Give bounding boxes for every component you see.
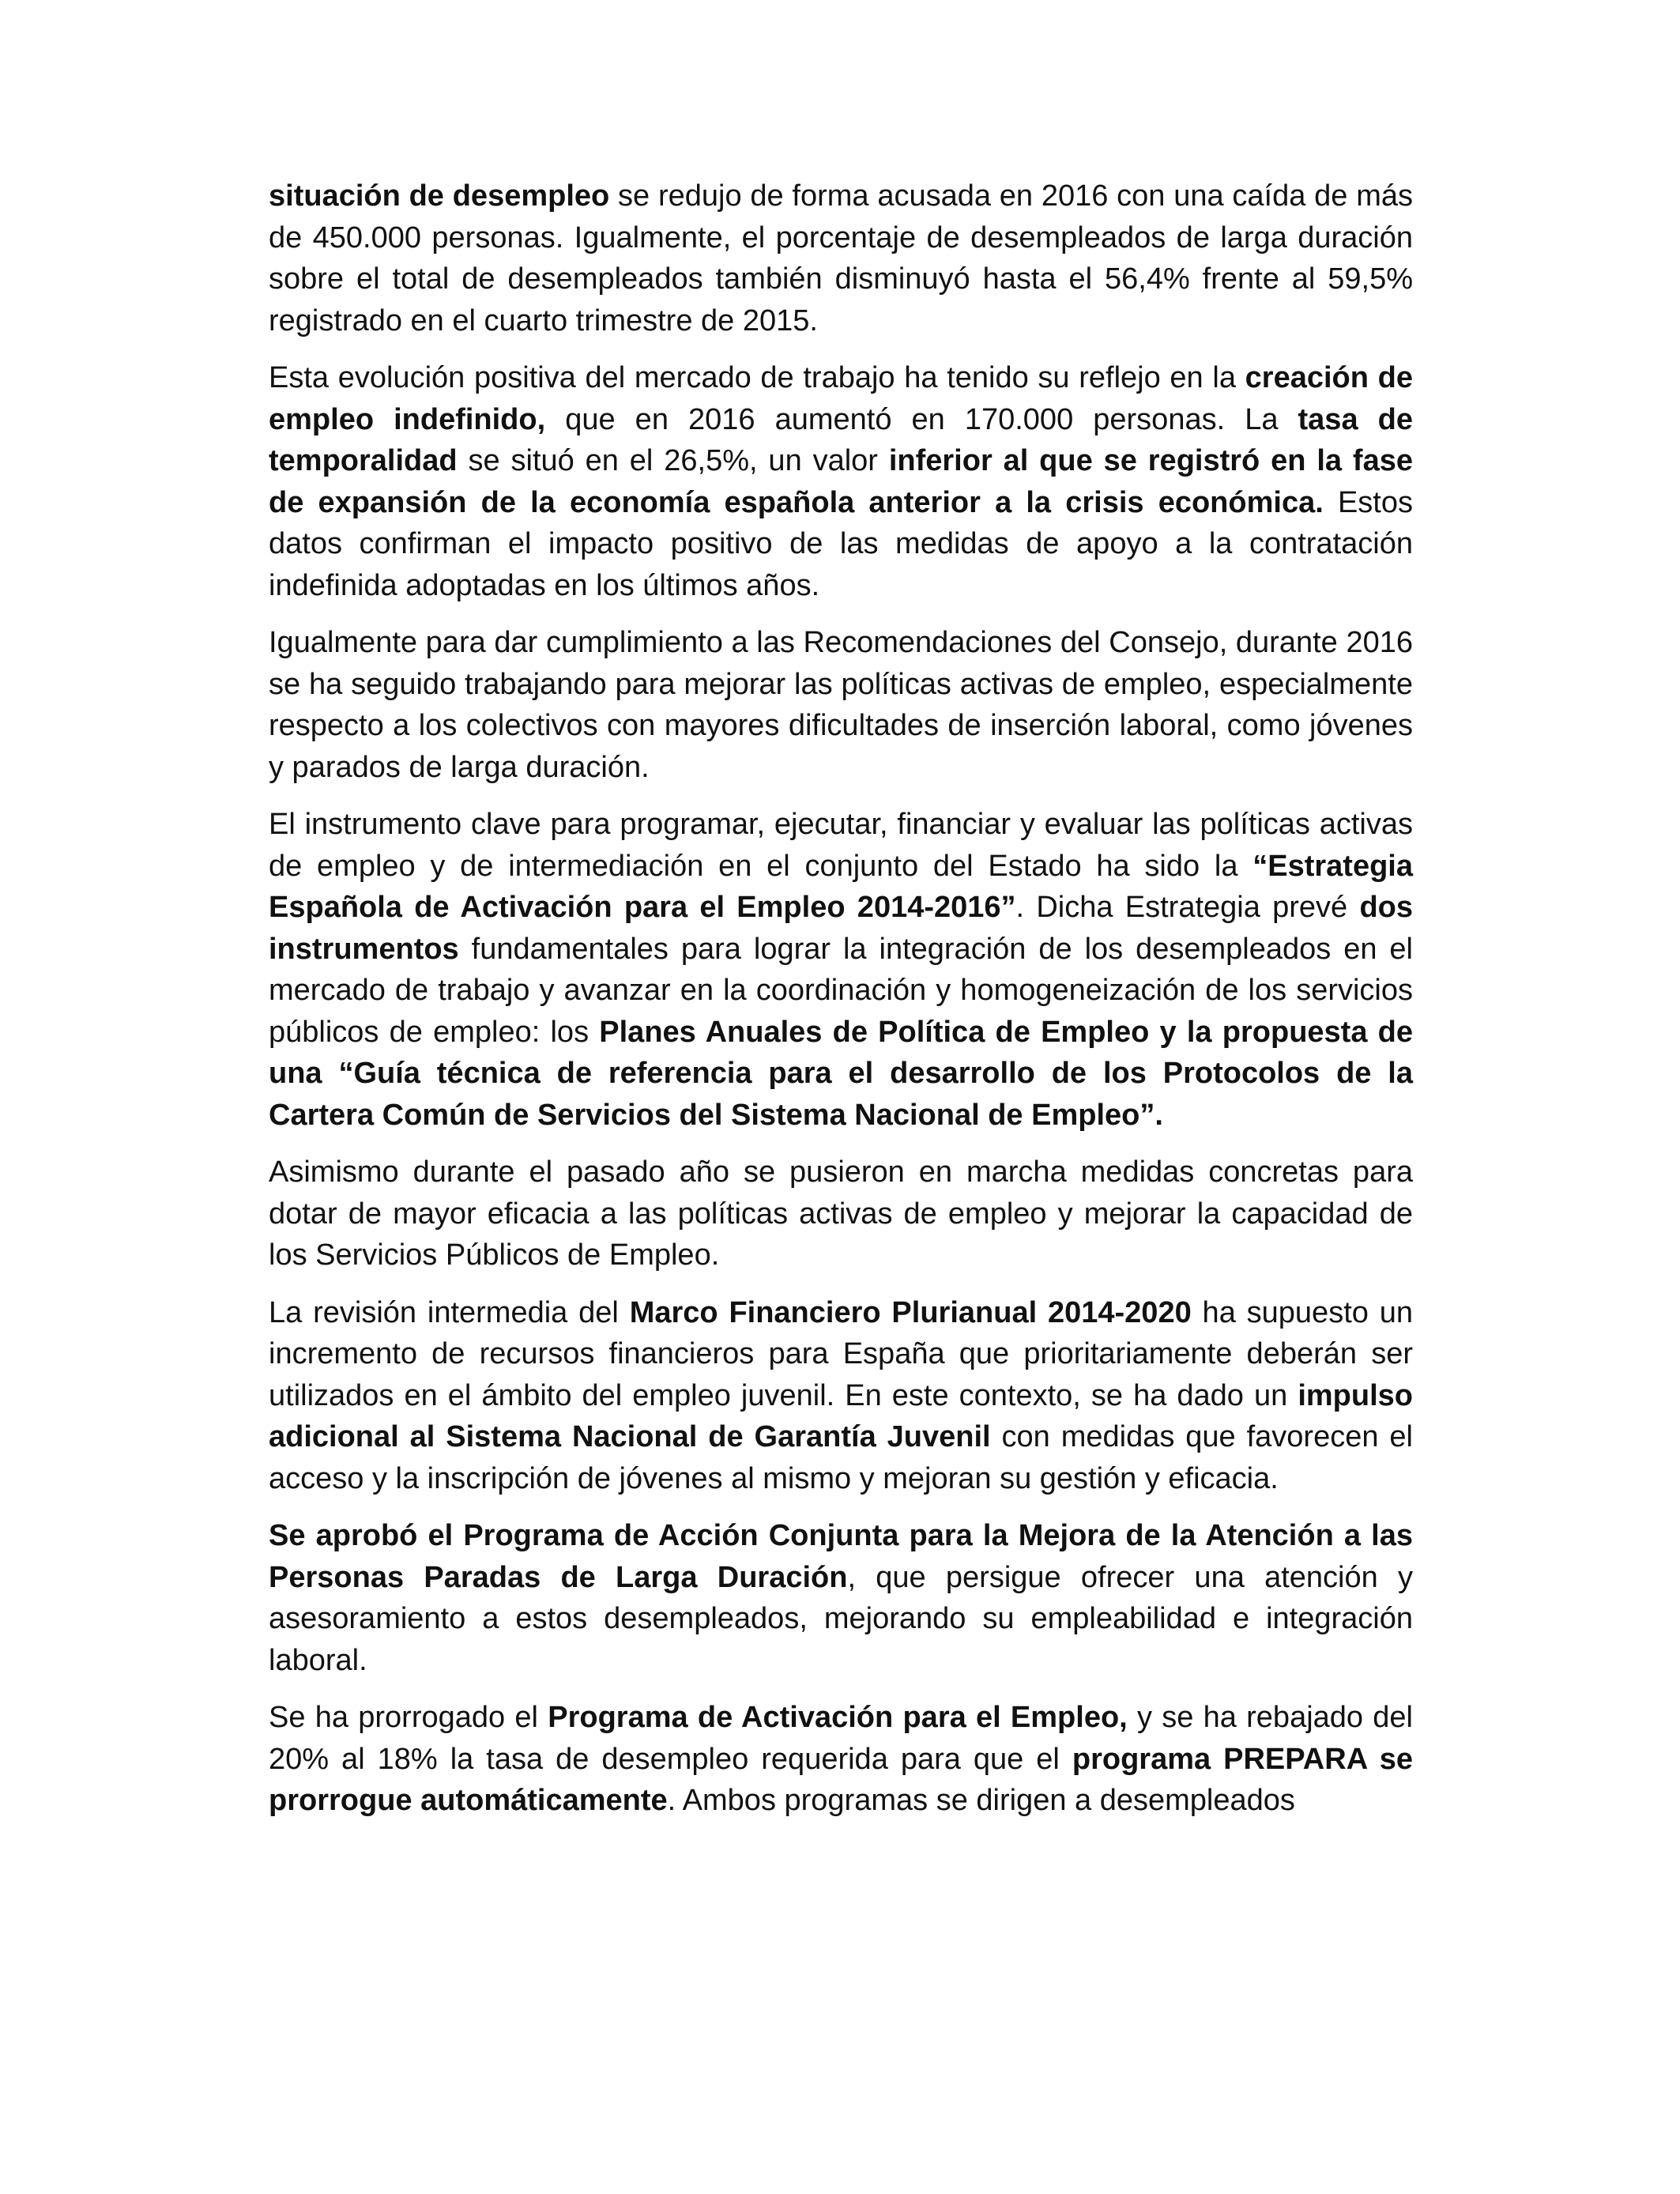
text-run: Igualmente para dar cumplimiento a las Recomendaciones del Consejo, durante 2016 se ha seguido trabajando para mejorar las políticas activas de empleo, especialmente respecto a los colectivos con mayores dificultades de inserción laboral, como jóvenes y parados de larga duración. [269,626,1413,784]
bold-run: dos instrumentos [269,891,1414,966]
text-run: La revisión intermedia del [269,1295,630,1329]
paragraph-desempleo [269,175,1413,341]
text-run: y se ha rebajado del 20% al 18% la tasa de desempleo requerida para que el [269,1701,1414,1776]
text-run: , que persigue ofrecer una atención y asesoramiento a estos desempleados, mejorando su empleabilidad e integración laboral. [269,1560,1413,1677]
bold-run: Planes Anuales de Política de Empleo y la propuesta de una “Guía técnica de referencia para el desarrollo de los Protocolos de la Cartera Común de Servicios del Sistema Nacional de Empleo”. [269,1015,1414,1132]
bold-run: programa PREPARA se prorrogue automáticamente [269,1742,1413,1817]
bold-run: “Estrategia Española de Activación para el Empleo 2014-2016” [269,849,1413,924]
text-run: Se ha prorrogado el [269,1701,548,1734]
bold-run: Se aprobó el Programa de Acción Conjunta para la Mejora de la Atención a las Personas Paradas de Larga Duración [269,1519,1413,1594]
paragraph-estrategia [269,804,1413,1136]
paragraph-medidas-concretas [269,1152,1413,1276]
bold-run: Programa de Activación para el Empleo, [548,1701,1128,1734]
text-run: se situó en el 26,5%, un valor [457,444,889,477]
bold-run: inferior al que se registró en la fase de expansión de la economía española anterior a la crisis económica. [269,444,1413,519]
paragraph-programa-activacion [269,1697,1413,1822]
bold-run: creación de empleo indefinido, [269,361,1413,436]
bold-run: impulso adicional al Sistema Nacional de Garantía Juvenil [269,1378,1413,1453]
bold-run: tasa de temporalidad [269,402,1413,477]
paragraph-accion-conjunta [269,1515,1413,1681]
text-run: Esta evolución positiva del mercado de trabajo ha tenido su reflejo en la [269,361,1245,394]
text-run: que en 2016 aumentó en 170.000 personas. La [545,402,1298,436]
text-run: Estos datos confirman el impacto positivo de las medidas de apoyo a la contratación indefinida adoptadas en los últimos años. [269,485,1413,602]
text-run: se redujo de forma acusada en 2016 con una caída de más de 450.000 personas. Igualmente, el porcentaje de desempleados de larga duración sobre el total de desempleados también disminuyó hasta el 56,4% frente al 59,5% registrado en el cuarto trimestre de 2015. [269,179,1413,337]
paragraph-marco-financiero [269,1292,1413,1500]
text-run: . Ambos programas se dirigen a desempleados [667,1784,1295,1817]
text-run: . Dicha Estrategia prevé [1015,891,1360,924]
paragraph-empleo-indefinido [269,357,1413,606]
text-run: El instrumento clave para programar, ejecutar, financiar y evaluar las políticas activas de empleo y de intermediación en el conjunto del Estado ha sido la [269,808,1413,883]
text-run: fundamentales para lograr la integración de los desempleados en el mercado de trabajo y avanzar en la coordinación y homogeneización de los servicios públicos de empleo: los [269,932,1413,1049]
text-run: Asimismo durante el pasado año se pusieron en marcha medidas concretas para dotar de mayor eficacia a las políticas activas de empleo y mejorar la capacidad de los Servicios Públicos de Empleo. [269,1155,1413,1272]
text-run: con medidas que favorecen el acceso y la inscripción de jóvenes al mismo y mejoran su gestión y eficacia. [269,1420,1413,1495]
paragraph-recomendaciones [269,622,1413,788]
text-run: ha supuesto un incremento de recursos financieros para España que prioritariamente deberán ser utilizados en el ámbito del empleo juvenil. En este contexto, se ha dado un [269,1295,1413,1412]
body-text [269,175,1413,1838]
bold-run: Marco Financiero Plurianual 2014-2020 [629,1295,1192,1329]
bold-run: situación de desempleo [269,179,610,213]
